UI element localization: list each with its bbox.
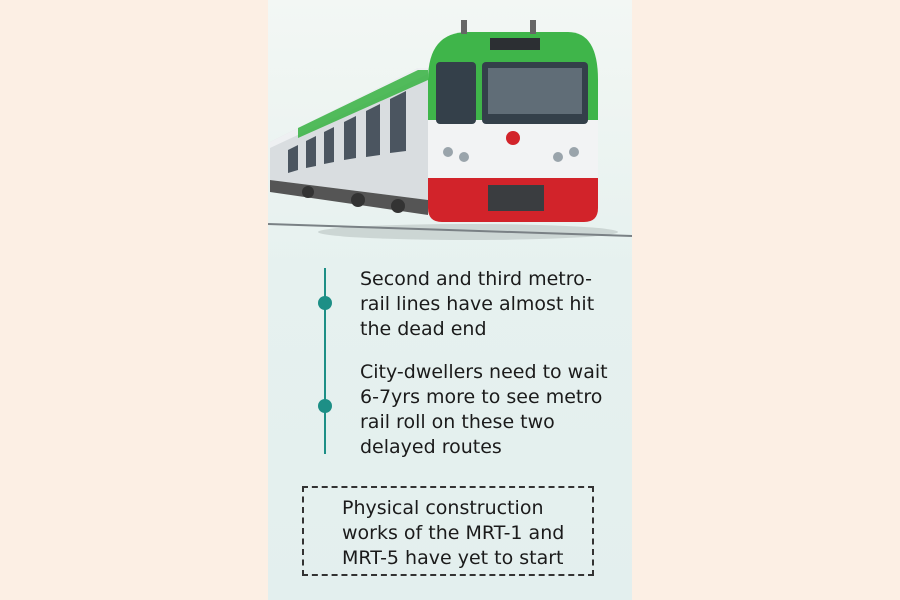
note-box [302, 486, 594, 576]
bullet-point: Second and third metro-rail lines have almost hit the dead end [360, 268, 595, 340]
note-text: Physical construction works of the MRT-1 and MRT-5 have yet to start [342, 497, 565, 569]
timeline-dot [318, 399, 332, 413]
metro-train-icon [268, 10, 632, 250]
bullet-point: City-dwellers need to wait 6-7yrs more to see metro rail roll on these two delayed routes [360, 361, 608, 458]
timeline-dot [318, 296, 332, 310]
